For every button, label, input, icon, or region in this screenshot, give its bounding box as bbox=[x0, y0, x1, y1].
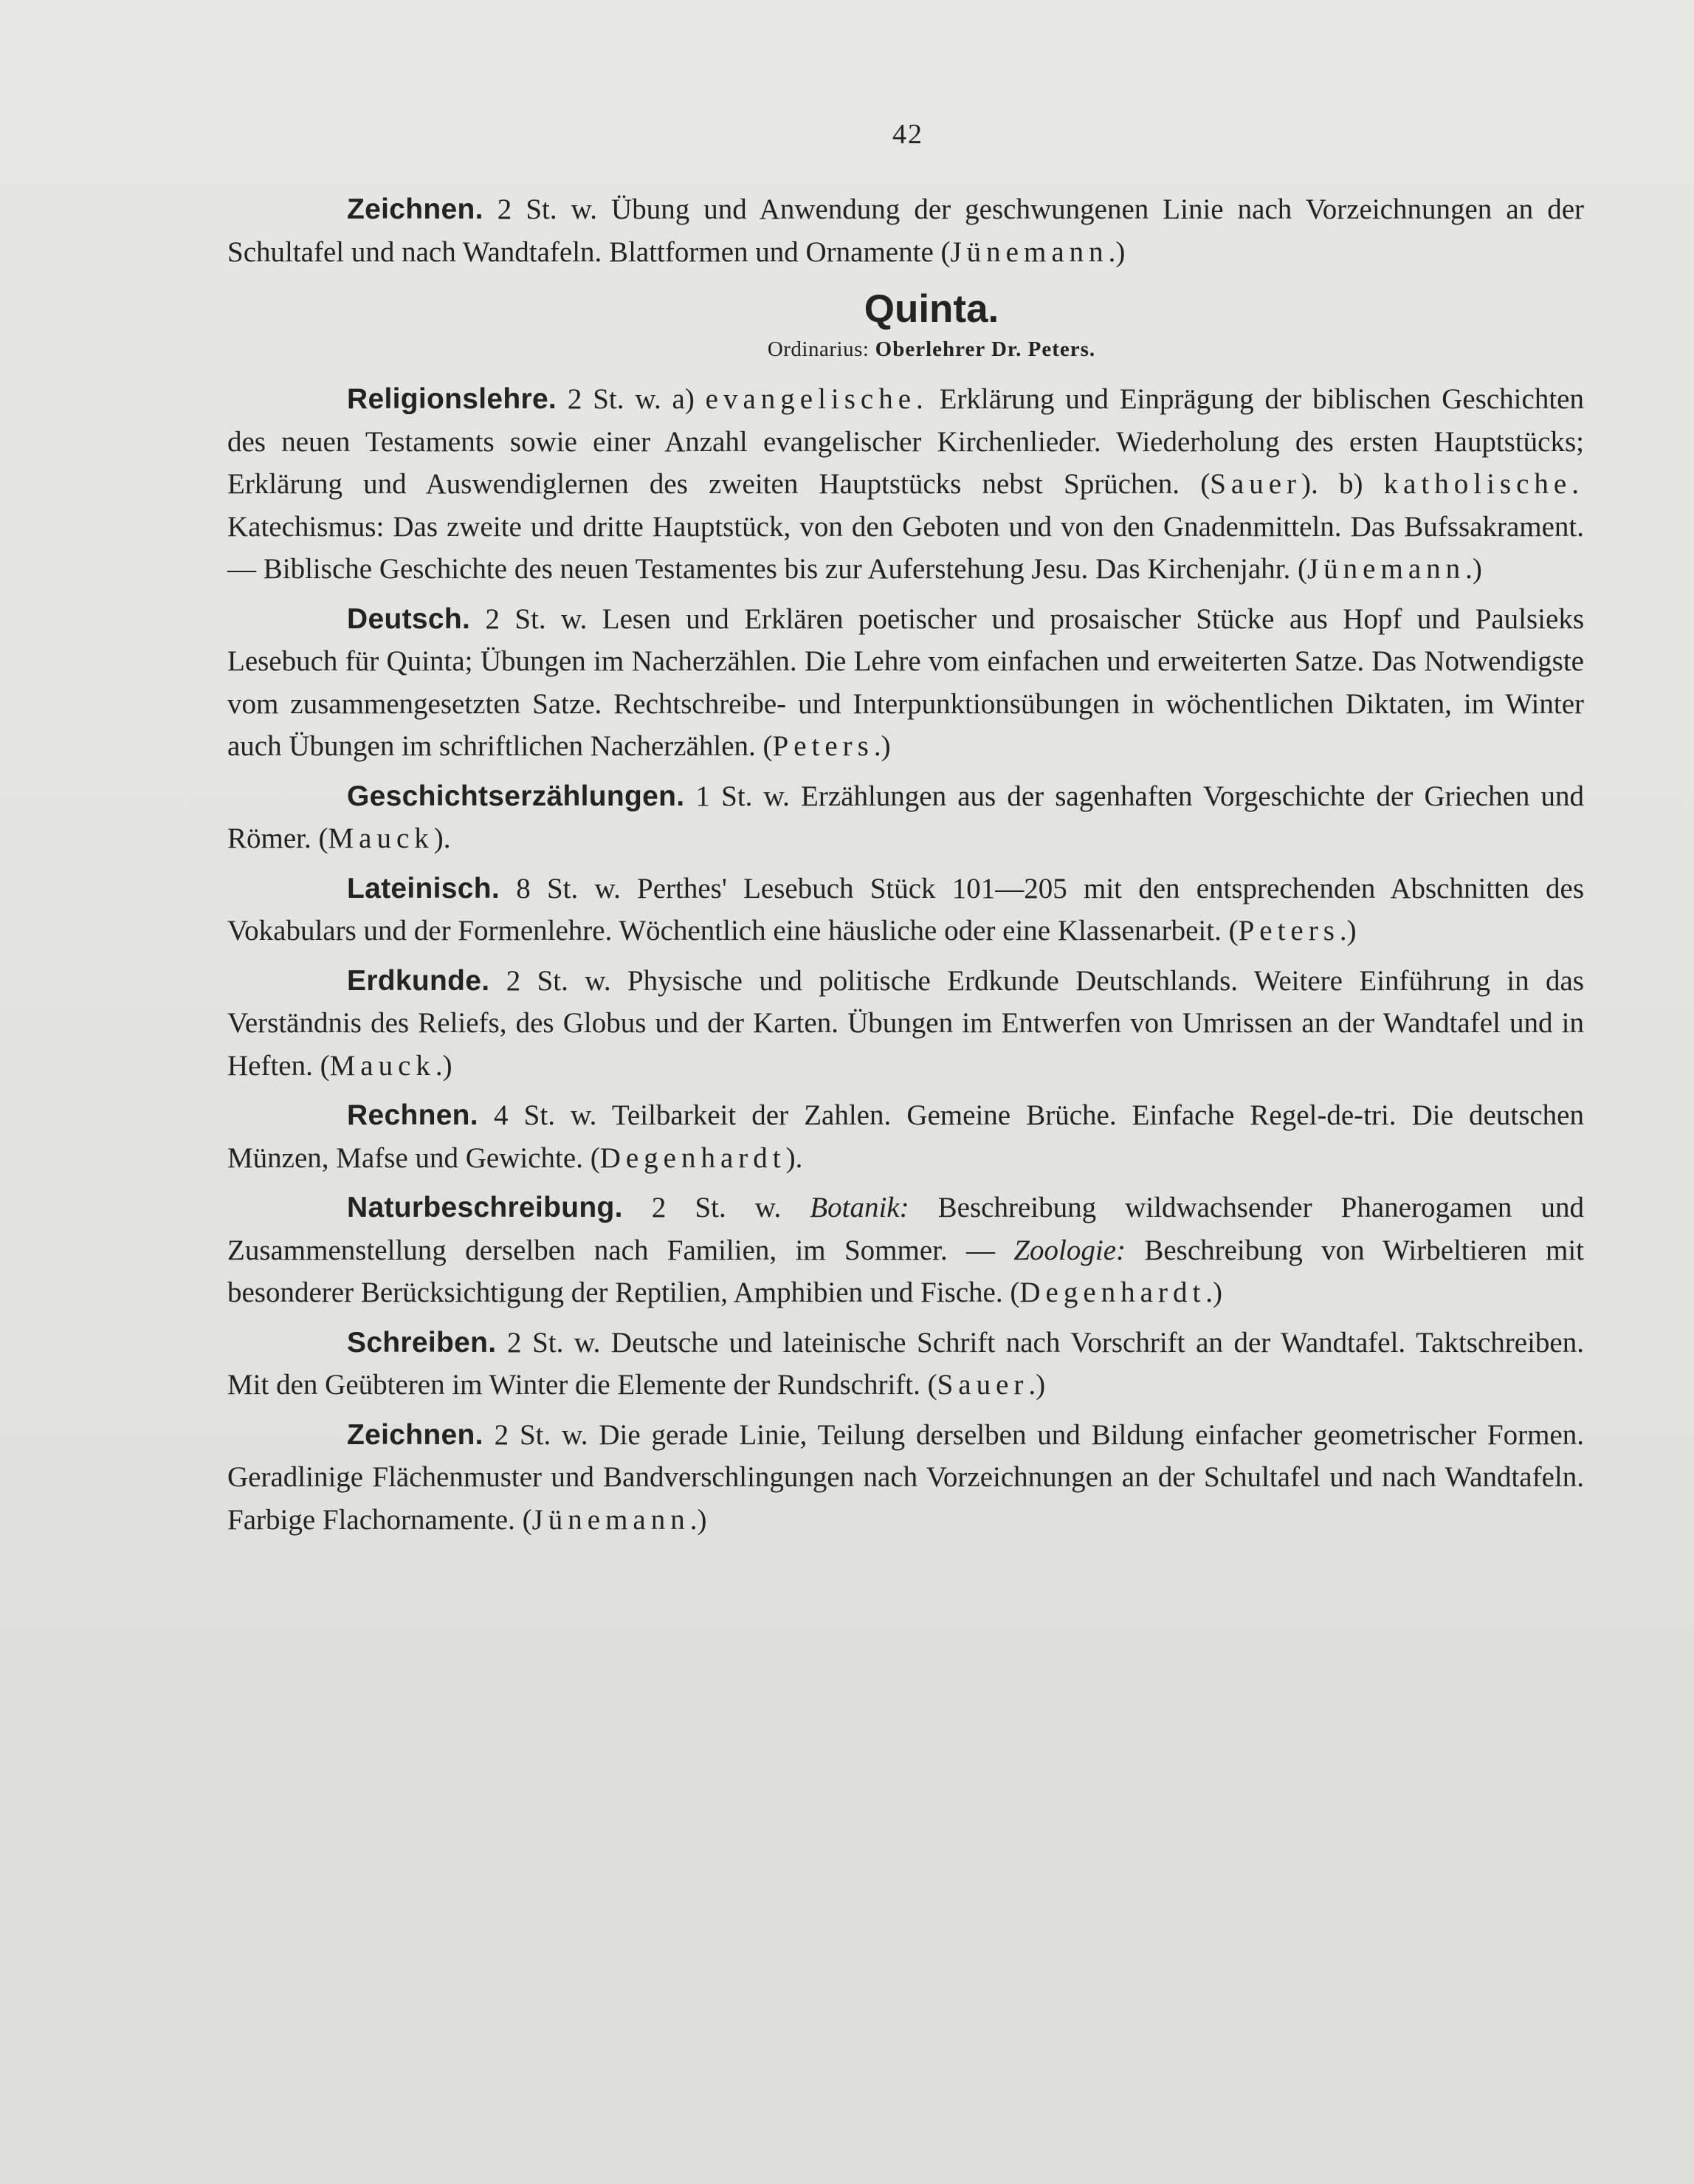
text-run-normal: ). bbox=[785, 1141, 803, 1174]
text-run-spaced: Peters bbox=[1238, 915, 1340, 947]
page-content bbox=[227, 188, 1584, 1548]
text-run-spaced: Jünemann bbox=[1307, 553, 1466, 585]
text-run-normal: 2 St. w. Physische und politische Erdkunde Deutschlands. Weitere Einführung in das Verständnis des Reliefs, des Globus und der Karten. Übungen im Entwerfen von Umrissen an der Wandtafel und in Heften. ( bbox=[227, 964, 1584, 1082]
text-run-normal: .) bbox=[1465, 553, 1482, 585]
text-run-spaced: Peters bbox=[772, 730, 874, 762]
subject-heading: Naturbeschreibung. bbox=[347, 1192, 623, 1223]
text-run-spaced: Mauck bbox=[329, 1049, 435, 1082]
subject-heading: Zeichnen. bbox=[347, 1418, 483, 1451]
subject-paragraph bbox=[227, 1187, 1584, 1314]
text-run-spaced: Mauck bbox=[328, 823, 434, 854]
text-run-normal: 2 St. w. bbox=[622, 1192, 810, 1223]
ordinarius-line bbox=[227, 337, 1584, 362]
text-run-spaced: Jünemann bbox=[531, 1503, 690, 1536]
text-run-italic: Zoologie: bbox=[1013, 1234, 1126, 1266]
text-run-normal: .) bbox=[873, 730, 891, 762]
text-run-normal: .) bbox=[1108, 236, 1126, 268]
text-run-spaced: Sauer bbox=[1210, 468, 1302, 500]
text-run-normal: 2 St. w. Lesen und Erklären poetischer und prosaischer Stücke aus Hopf und Paulsieks Lesebuch für Quinta; Übungen im Nacherzählen. Die Lehre vom einfachen und erweiterten Satze. Das Notwendigste vom zusammengesetzten Satze. Rechtschreibe- und Interpunktionsübungen in wöchentlichen Diktaten, im Winter auch Übungen im schriftlichen Nacherzählen. ( bbox=[227, 602, 1584, 762]
subject-heading: Deutsch. bbox=[347, 602, 471, 635]
text-run-normal: Beschreibung von Wirbeltieren mit besonderer Berücksichtigung der Reptilien, Amphibien und Fische. ( bbox=[227, 1234, 1584, 1308]
text-run-italic: Botanik: bbox=[810, 1192, 909, 1223]
text-run-normal: 2 St. w. a) bbox=[557, 383, 706, 415]
text-run-spaced: Degenhardt bbox=[599, 1141, 786, 1174]
ordinarius-name: Oberlehrer Dr. Peters. bbox=[875, 337, 1096, 361]
text-run-spaced: katholische. bbox=[1383, 468, 1584, 500]
subject-heading: Lateinisch. bbox=[347, 872, 500, 904]
text-run-normal: .) bbox=[435, 1049, 452, 1082]
text-run-normal: ). b) bbox=[1301, 468, 1384, 500]
subject-heading: Schreiben. bbox=[347, 1326, 497, 1359]
subject-heading: Geschichtserzählungen. bbox=[347, 780, 685, 812]
text-run-spaced: evangelische. bbox=[705, 383, 929, 415]
text-run-spaced: Degenhardt bbox=[1019, 1277, 1206, 1308]
text-run-normal: .) bbox=[689, 1503, 707, 1536]
subject-heading: Religionslehre. bbox=[347, 383, 557, 415]
text-run-normal: Katechismus: Das zweite und dritte Hauptstück, von den Geboten und von den Gnadenmitteln. Das Bufssakrament. — Biblische Geschichte des neuen Testamentes bis zur Auferstehung Jesu. Das Kirchenjahr. ( bbox=[227, 510, 1584, 585]
subject-paragraph bbox=[227, 868, 1584, 952]
text-run-normal: .) bbox=[1205, 1277, 1223, 1308]
subject-heading: Rechnen. bbox=[347, 1099, 478, 1131]
subject-heading: Zeichnen. bbox=[347, 193, 483, 225]
subject-paragraph bbox=[227, 1094, 1584, 1179]
text-run-normal: 2 St. w. Übung und Anwendung der geschwungenen Linie nach Vorzeichnungen an der Schultafel und nach Wandtafeln. Blattformen und Ornamente ( bbox=[227, 193, 1584, 268]
subject-heading: Erdkunde. bbox=[347, 964, 490, 997]
text-run-normal: Beschreibung wildwachsender Phanerogamen und Zusammenstellung derselben nach Familien, im Sommer. — bbox=[227, 1192, 1584, 1266]
subject-paragraph bbox=[227, 188, 1584, 273]
text-run-normal: 1 St. w. Erzählungen aus der sagenhaften Vorgeschichte der Griechen und Römer. ( bbox=[227, 780, 1584, 854]
text-run-normal: .) bbox=[1028, 1369, 1046, 1401]
text-run-normal: 8 St. w. Perthes' Lesebuch Stück 101—205 mit den entsprechenden Abschnitten des Vokabulars und der Formenlehre. Wöchentlich eine häusliche oder eine Klassenarbeit. ( bbox=[227, 872, 1584, 947]
subject-paragraph bbox=[227, 960, 1584, 1088]
subject-paragraph bbox=[227, 775, 1584, 860]
subject-paragraph bbox=[227, 598, 1584, 768]
subject-paragraph bbox=[227, 1414, 1584, 1542]
text-run-normal: .) bbox=[1339, 915, 1357, 947]
ordinarius-label: Ordinarius: bbox=[767, 337, 870, 361]
text-run-spaced: Sauer bbox=[937, 1369, 1029, 1401]
page-number: 42 bbox=[892, 119, 923, 150]
subject-paragraph bbox=[227, 378, 1584, 591]
text-run-normal: 2 St. w. Die gerade Linie, Teilung derselben und Bildung einfacher geometrischer Formen. Geradlinige Flächenmuster und Bandverschlingungen nach Vorzeichnungen an der Schultafel und nach Wandtafeln. Farbige Flachornamente. ( bbox=[227, 1418, 1584, 1536]
text-run-normal: 4 St. w. Teilbarkeit der Zahlen. Gemeine Brüche. Einfache Regel-de-tri. Die deutschen Münzen, Mafse und Gewichte. ( bbox=[227, 1099, 1584, 1174]
text-run-normal: Erklärung und Einprägung der biblischen Geschichten des neuen Testaments sowie einer Anzahl evangelischer Kirchenlieder. Wiederholung des ersten Hauptstücks; Erklärung und Auswendiglernen des zweiten Hauptstücks nebst Sprüchen. ( bbox=[227, 383, 1584, 500]
subject-paragraph bbox=[227, 1322, 1584, 1407]
text-run-spaced: Jünemann bbox=[950, 236, 1109, 268]
text-run-normal: ). bbox=[433, 823, 451, 854]
text-run-normal: 2 St. w. Deutsche und lateinische Schrift nach Vorschrift an der Wandtafel. Taktschreiben. Mit den Geübteren im Winter die Elemente der Rundschrift. ( bbox=[227, 1326, 1584, 1401]
class-title: Quinta. bbox=[864, 287, 999, 331]
